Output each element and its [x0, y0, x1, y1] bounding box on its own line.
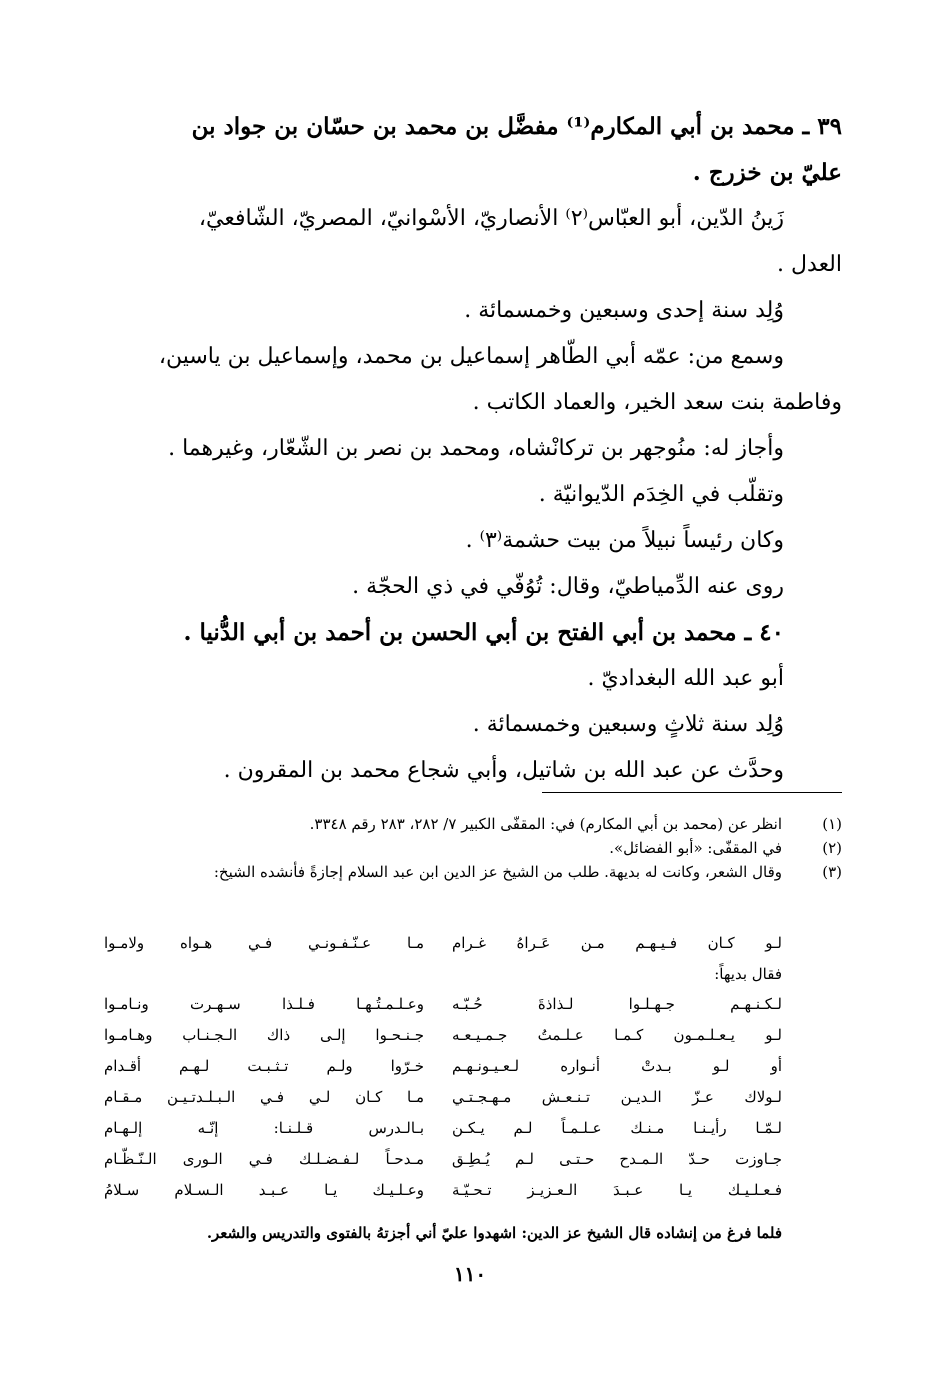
footnote-text: وقال الشعر، وكانت له بديهة. طلب من الشيخ عز الدين ابن عبد السلام إجازةً فأنشده الشيخ:	[213, 863, 782, 881]
paragraph-line: وتقلّب في الخِدَم الدّيوانيّة .	[538, 482, 784, 507]
verse-second-hemistich: خـرّوا ولـم تـثـبـت لـهـم أقـدام	[104, 1057, 424, 1075]
verse-first-hemistich: فـعـلـيـك يـا عـبـدَ الـعـزيـز تـحـيّـة	[452, 1181, 782, 1199]
verse-first-hemistich: لـمّـا رأيـنـا مـنـك عـلـمـاً لـم يـكـن	[452, 1119, 782, 1137]
page-number: ١١٠	[453, 1262, 487, 1286]
paragraph-line: وُلِد سنة إحدى وسبعين وخمسمائة .	[464, 298, 784, 323]
verse-second-hemistich: وعـلـمـتُـهـا فـلـذا سـهـرت ونـامـوا	[104, 995, 424, 1013]
verse-second-hemistich: وعـلـيـك يـا عـبـد الـسـلام سـلامُ	[104, 1181, 424, 1199]
poem-intro: فقال بديهاً:	[714, 965, 782, 983]
paragraph-line: وُلِد سنة ثلاثٍ وسبعين وخمسمائة .	[472, 712, 784, 737]
paragraph-line: وسمع من: عمّه أبي الطّاهر إسماعيل بن محمد، وإسماعيل بن ياسين،	[158, 344, 784, 369]
poem-closing-note: فلما فرغ من إنشاده قال الشيخ عز الدين: اشهدوا عليّ أني أجزتهُ بالفتوى والتدريس والشعر.	[206, 1224, 782, 1242]
paragraph-line: وفاطمة بنت سعد الخير، والعماد الكاتب .	[472, 390, 842, 415]
poem-verse	[104, 1051, 842, 1082]
verse-first-hemistich: أو لـو بـدتْ أنـواره لـعـيـونـهـم	[452, 1057, 782, 1075]
entry-39	[104, 104, 842, 610]
poem	[104, 928, 842, 1206]
verse-first-hemistich: لـو يـعـلـمـون كـمـا عـلـمتُ جـمـيـعـه	[452, 1026, 782, 1044]
poem-verse	[104, 1144, 842, 1175]
paragraph-line: وكان رئيساً نبيلاً من بيت حشمة⁽٣⁾ .	[465, 528, 784, 553]
poem-verse	[104, 1175, 842, 1206]
poem-verse	[104, 928, 842, 959]
paragraph-line: زَينُ الدّين، أبو العبّاس⁽٢⁾ الأنصاريّ، الأسْوانيّ، المصريّ، الشّافعيّ،	[198, 206, 784, 231]
footnote-number: (٣)	[822, 863, 842, 881]
footnotes	[104, 812, 842, 884]
verse-second-hemistich: بـالـدرس قـلـنـا: إنّـه إلـهـام	[104, 1119, 424, 1137]
poem-verse	[104, 989, 842, 1020]
entry-heading-line: ٤٠ ـ محمد بن أبي الفتح بن أبي الحسن بن أحمد بن أبي الدُّنيا .	[183, 619, 784, 646]
entry-40	[104, 610, 842, 794]
paragraph-line: العدل .	[777, 252, 842, 277]
footnote-text: انظر عن (محمد بن أبي المكارم) في: المقفّى الكبير ٧/ ٢٨٢، ٢٨٣ رقم ٣٣٤٨.	[309, 815, 782, 833]
verse-first-hemistich: لـولاك عـزّ الـديـن تـنـعـش مـهـجـتـي	[452, 1088, 782, 1106]
footnote	[104, 860, 842, 884]
paragraph-line: وأجاز له: منُوجهر بن تركانْشاه، ومحمد بن نصر بن الشّعّار، وغيرهما .	[168, 436, 784, 461]
verse-second-hemistich: مـا كـان لـي فـي الـبـلـدتـيـن مـقـام	[104, 1088, 424, 1106]
entry-heading-line: عليّ بن خزرج .	[692, 159, 842, 186]
verse-first-hemistich: لـو كـان فـيـهـم مـن عَـراهُ غـرام	[452, 934, 782, 952]
footnote-text: في المقفّى: «أبو الفضائل».	[609, 839, 782, 857]
verse-second-hemistich: مـا عـنّـفـونـي فـي هـواه ولامـوا	[104, 934, 424, 952]
footnote	[104, 836, 842, 860]
poem-verse	[104, 1113, 842, 1144]
entry-heading-line: ٣٩ ـ محمد بن أبي المكارم⁽¹⁾ مفضَّل بن محمد بن حسّان بن جواد بن	[191, 113, 842, 140]
footnote	[104, 812, 842, 836]
verse-first-hemistich: جـاوزت حـدّ الـمـدح حـتـى لـم يُـطِـق	[452, 1150, 782, 1168]
paragraph-line: أبو عبد الله البغداديّ .	[587, 666, 784, 691]
paragraph-line: روى عنه الدِّمياطيّ، وقال: تُوُفّي في ذي الحجّة .	[352, 574, 784, 599]
verse-second-hemistich: مـدحـاً لـفـضـلـك فـي الـورى الـنّـظّـام	[104, 1150, 424, 1168]
footnote-number: (٢)	[822, 839, 842, 857]
main-text	[104, 104, 842, 794]
footnote-number: (١)	[822, 815, 842, 833]
poem-verse	[104, 1020, 842, 1051]
poem-verse	[104, 1082, 842, 1113]
paragraph-line: وحدَّث عن عبد الله بن شاتيل، وأبي شجاع محمد بن المقرون .	[223, 758, 784, 783]
verse-first-hemistich: لـكـنـهـم جـهـلـوا لـذاذةَ حُـبّـه	[452, 995, 782, 1013]
verse-second-hemistich: جـنـحـوا إلـى ذاك الـجـنـاب وهـامـوا	[104, 1026, 424, 1044]
